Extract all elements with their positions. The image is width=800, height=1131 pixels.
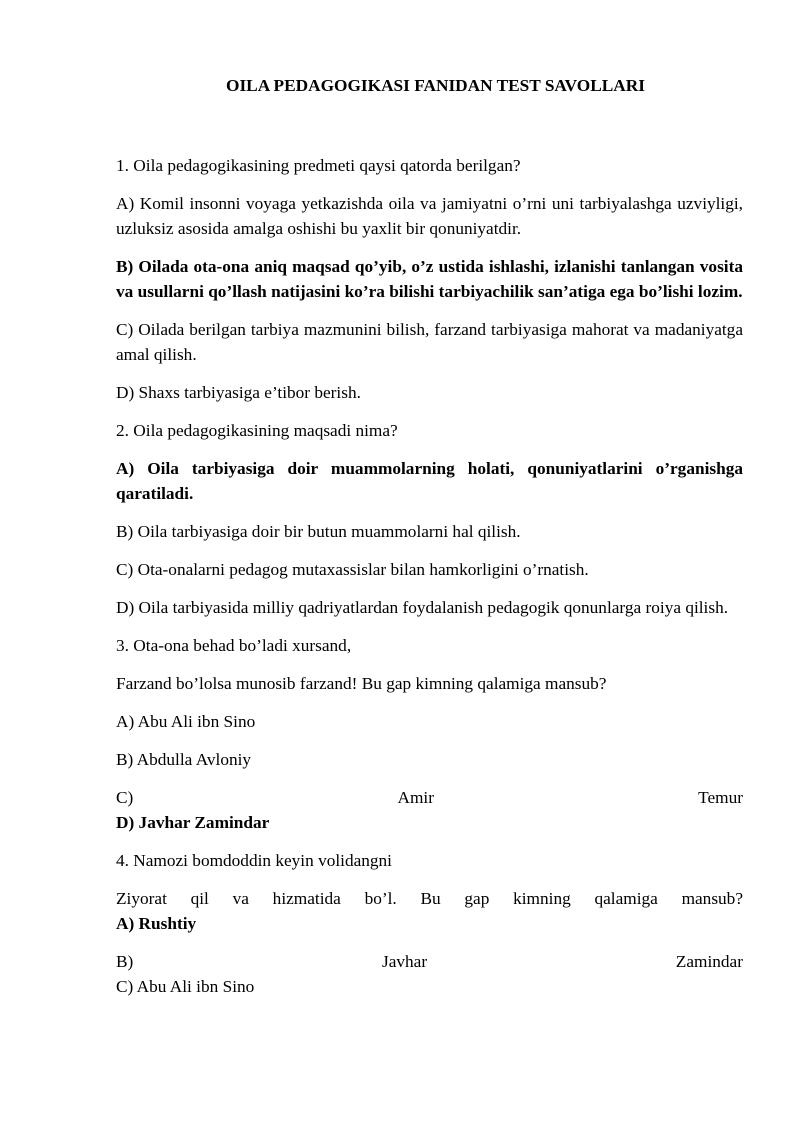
- q4-option-a-correct: A) Rushtiy: [116, 914, 197, 933]
- q2-option-b: B) Oila tarbiyasiga doir bir butun muammolarni hal qilish.: [116, 522, 521, 541]
- q3-option-c-word-2: Temur: [698, 788, 743, 807]
- q2-option-d: D) Oila tarbiyasida milliy qadriyatlardan foydalanish pedagogik qonunlarga roiya qilish.: [116, 598, 729, 617]
- document-body: [116, 73, 743, 1012]
- q1-option-b-correct: B) Oilada ota-ona aniq maqsad qo’yib, o’z ustida ishlashi, izlanishi tanlangan vosita va usullarni qo’llash natijasini ko’ra bilishi tarbiyachilik san’atiga ega bo’lishi lozim.: [116, 257, 743, 301]
- question-3-line-1: 3. Ota-ona behad bo’ladi xursand,: [116, 636, 352, 655]
- q4-option-b-label: B): [116, 952, 134, 971]
- q3-option-d-correct: D) Javhar Zamindar: [116, 813, 270, 832]
- q3-option-c: [116, 785, 743, 810]
- question-2: 2. Oila pedagogikasining maqsadi nima?: [116, 421, 398, 440]
- q1-option-c: C) Oilada berilgan tarbiya mazmunini bilish, farzand tarbiyasiga mahorat va madaniyatga amal qilish.: [116, 320, 743, 364]
- q4-option-b-c-block: [116, 949, 743, 999]
- q3-option-c-word-1: Amir: [397, 788, 434, 807]
- q4-option-b: [116, 949, 743, 974]
- q3-option-c-label: C): [116, 788, 134, 807]
- question-1: 1. Oila pedagogikasining predmeti qaysi qatorda berilgan?: [116, 156, 521, 175]
- q1-option-a: A) Komil insonni voyaga yetkazishda oila va jamiyatni o’rni uni tarbiyalashga uzviyligi, uzluksiz asosida amalga oshishi bu yaxlit bir qonuniyatdir.: [116, 194, 743, 238]
- q3-option-a: A) Abu Ali ibn Sino: [116, 712, 256, 731]
- question-4-line-2: Ziyorat qil va hizmatida bo’l. Bu gap kimning qalamiga mansub?: [116, 889, 743, 908]
- q3-option-c-d-block: [116, 785, 743, 835]
- q2-option-a-correct: A) Oila tarbiyasiga doir muammolarning holati, qonuniyatlarini o’rganishga qaratiladi.: [116, 459, 743, 503]
- q4-option-c: C) Abu Ali ibn Sino: [116, 977, 255, 996]
- q3-option-b: B) Abdulla Avloniy: [116, 750, 252, 769]
- document-title: OILA PEDAGOGIKASI FANIDAN TEST SAVOLLARI: [226, 76, 645, 95]
- question-4-line-1: 4. Namozi bomdoddin keyin volidangni: [116, 851, 392, 870]
- q4-option-b-word-1: Javhar: [381, 952, 428, 971]
- q1-option-d: D) Shaxs tarbiyasiga e’tibor berish.: [116, 383, 361, 402]
- q4-option-b-word-2: Zamindar: [675, 952, 743, 971]
- question-3-line-2: Farzand bo’lolsa munosib farzand! Bu gap kimning qalamiga mansub?: [116, 674, 607, 693]
- question-4-block: [116, 886, 743, 936]
- q2-option-c: C) Ota-onalarni pedagog mutaxassislar bilan hamkorligini o’rnatish.: [116, 560, 589, 579]
